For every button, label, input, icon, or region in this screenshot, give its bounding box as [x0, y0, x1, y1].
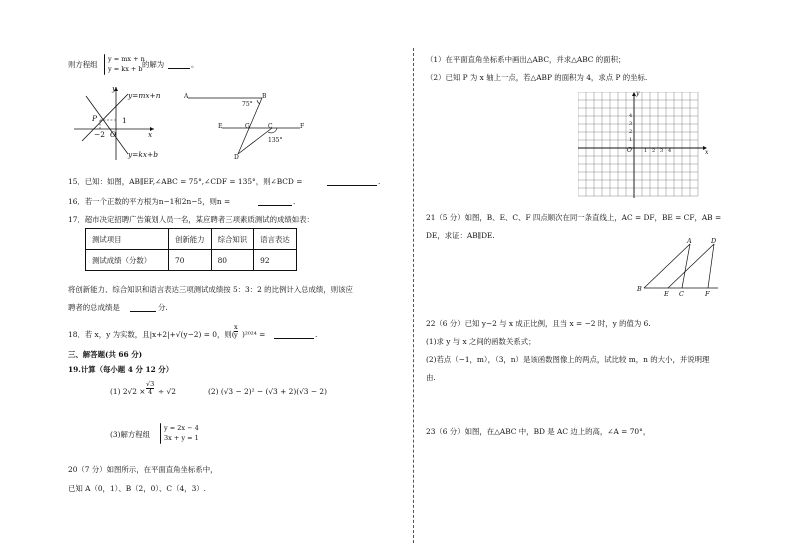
grid-xtick: 3 — [660, 148, 664, 154]
q21-line1: 21（5 分）如图，B、E、C、F 四点顺次在同一条直线上，AC = DF，BE = CF，AB = — [426, 213, 722, 222]
q18-frac-num: x — [234, 323, 238, 331]
q19-p1-end: ÷ √2 — [158, 387, 176, 396]
q16-text: 16．若一个正数的平方根为n−1和2n−5，则n = — [68, 197, 231, 206]
q19-p1-frac-den: 4 — [148, 388, 153, 396]
grid-origin-label: O — [627, 147, 632, 154]
fig14-p-label: P — [92, 114, 97, 123]
q19-p1-frac-num: √3 — [146, 380, 155, 388]
q22-line2: (1)求 y 与 x 之间的函数关系式； — [426, 337, 536, 346]
fig15-angle75: 75° — [242, 101, 253, 108]
q21-line2: DE，求证：AB∥DE. — [426, 231, 495, 240]
fig15-F: F — [300, 123, 305, 130]
q20-line1: 20（7 分）如图所示，在平面直角坐标系中， — [68, 465, 218, 474]
q19-p3-eq2: 3x + y = 1 — [164, 434, 199, 442]
q15-answer-blank[interactable] — [327, 176, 377, 186]
table-row-label: 测试成绩（分数） — [86, 250, 169, 271]
q19-p3: (3)解方程组 — [110, 430, 151, 439]
fig14-x-label: x — [148, 130, 153, 139]
q17b-line1: 将创新能力、综合知识和语言表达三项测试成绩按 5：3：2 的比例计入总成绩，则该应 — [68, 285, 353, 294]
fig14-y-label: y — [112, 84, 117, 93]
fig21-A: A — [687, 237, 692, 245]
q17-text: 17．超市决定招聘广告策划人员一名，某应聘者三项素质测试的成绩如表： — [68, 215, 314, 224]
q14-eq2: y = kx + b — [108, 65, 143, 73]
q15-end: . — [378, 177, 381, 186]
grid-y-label: y — [636, 90, 640, 97]
q22-line4: 由. — [426, 373, 436, 382]
fig14-one-label: 1 — [122, 116, 127, 125]
table-cell: 80 — [211, 250, 254, 271]
fig21-D: D — [711, 237, 717, 245]
table-header-cell: 综合知识 — [211, 229, 254, 250]
fig21-B: B — [637, 285, 642, 293]
grid-ytick: 3 — [629, 121, 633, 127]
fig14-line1-label: y=mx+n — [128, 91, 161, 100]
fig15-D: D — [234, 154, 239, 161]
q18-text: 18．若 x，y 为实数，且|x+2|+√(y−2) = 0，则( — [68, 330, 235, 339]
q15-text: 15．已知：如图，AB∥EF,∠ABC = 75°,∠CDF = 135°，则∠BCD = — [68, 177, 303, 186]
table-row — [86, 250, 297, 271]
q18-answer-blank[interactable] — [274, 329, 314, 339]
q19-title: 19.计算（每小题 4 分 12 分） — [68, 365, 174, 374]
table-cell: 92 — [254, 250, 297, 271]
score-table — [85, 228, 297, 271]
grid-x-label: x — [705, 149, 709, 156]
grid-ytick: 1 — [629, 137, 633, 143]
q23-text: 23（6 分）如图，在△ABC 中，BD 是 AC 边上的高，∠A = 70°， — [426, 427, 651, 436]
table-header-cell: 测试项目 — [86, 229, 169, 250]
fig15-G: G — [245, 123, 250, 130]
grid-xtick: 4 — [668, 148, 672, 154]
q17-answer-blank[interactable] — [130, 302, 156, 312]
table-header-row — [86, 229, 297, 250]
q17b-line2-end: 分. — [158, 303, 168, 312]
q18-fraction — [234, 324, 238, 339]
fig15-E: E — [218, 123, 223, 130]
grid-xtick: 2 — [652, 148, 656, 154]
table-header-cell: 语言表达 — [254, 229, 297, 250]
table-header-cell: 创新能力 — [169, 229, 212, 250]
q22-line3: (2)若点（−1，m），（3，n）是该函数图像上的两点，试比较 m，n 的大小，并说明理 — [426, 355, 710, 364]
q18-exp: )²⁰²⁴ = — [242, 330, 266, 339]
q20c-p1: （1）在平面直角坐标系中画出△ABC，并求△ABC 的面积； — [426, 55, 626, 64]
fig15-A: A — [184, 93, 189, 100]
q18-end: . — [315, 330, 318, 339]
fig21-F: F — [705, 290, 710, 298]
q14-equation-system — [104, 54, 145, 75]
fig15-C: C — [268, 123, 273, 130]
q19-p2: (2) (√3 − 2)² − (√3 + 2)(√3 − 2) — [208, 387, 327, 396]
q22-line1: 22（6 分）已知 y−2 与 x 成正比例，且当 x = −2 时，y 的值为 6. — [426, 319, 651, 328]
q17b-line2: 聘者的总成绩是 — [68, 303, 120, 312]
q14-prefix: 则方程组 — [68, 60, 98, 69]
fig14-origin-label: O — [110, 130, 117, 139]
fig21-C: C — [679, 290, 684, 298]
q20-line2: 已知 A（0，1）、B（2，0）、C（4，3）. — [68, 484, 207, 493]
table-cell: 70 — [169, 250, 212, 271]
q14-suffix: 的解为 — [142, 60, 165, 69]
q14-end: 。 — [191, 60, 199, 69]
grid-ytick: 4 — [629, 113, 633, 119]
q19-p1: (1) 2√2 × — [110, 387, 146, 396]
q19-p1-fraction — [146, 381, 154, 396]
q14-answer-blank[interactable] — [168, 59, 190, 69]
fig14-line2-label: y=kx+b — [128, 150, 158, 159]
q19-p3-equation-system — [160, 423, 199, 444]
grid-xtick: 1 — [644, 148, 648, 154]
fig15-angle135: 135° — [268, 137, 283, 144]
fig14-neg2-label: −2 — [94, 130, 105, 139]
q16-answer-blank[interactable] — [258, 196, 292, 206]
grid-ytick: 2 — [629, 129, 633, 135]
fig15-B: B — [262, 93, 267, 100]
q18-frac-den: y — [234, 331, 238, 339]
column-divider — [413, 48, 414, 543]
q16-end: . — [293, 197, 296, 206]
fig21-E: E — [664, 290, 669, 298]
q20c-p2: （2）已知 P 为 x 轴上一点，若△ABP 的面积为 4，求点 P 的坐标. — [426, 73, 648, 82]
q19-p3-eq1: y = 2x − 4 — [164, 424, 199, 432]
q14-eq1: y = mx + n — [108, 55, 145, 63]
section3-heading: 三、解答题(共 66 分) — [68, 350, 143, 359]
